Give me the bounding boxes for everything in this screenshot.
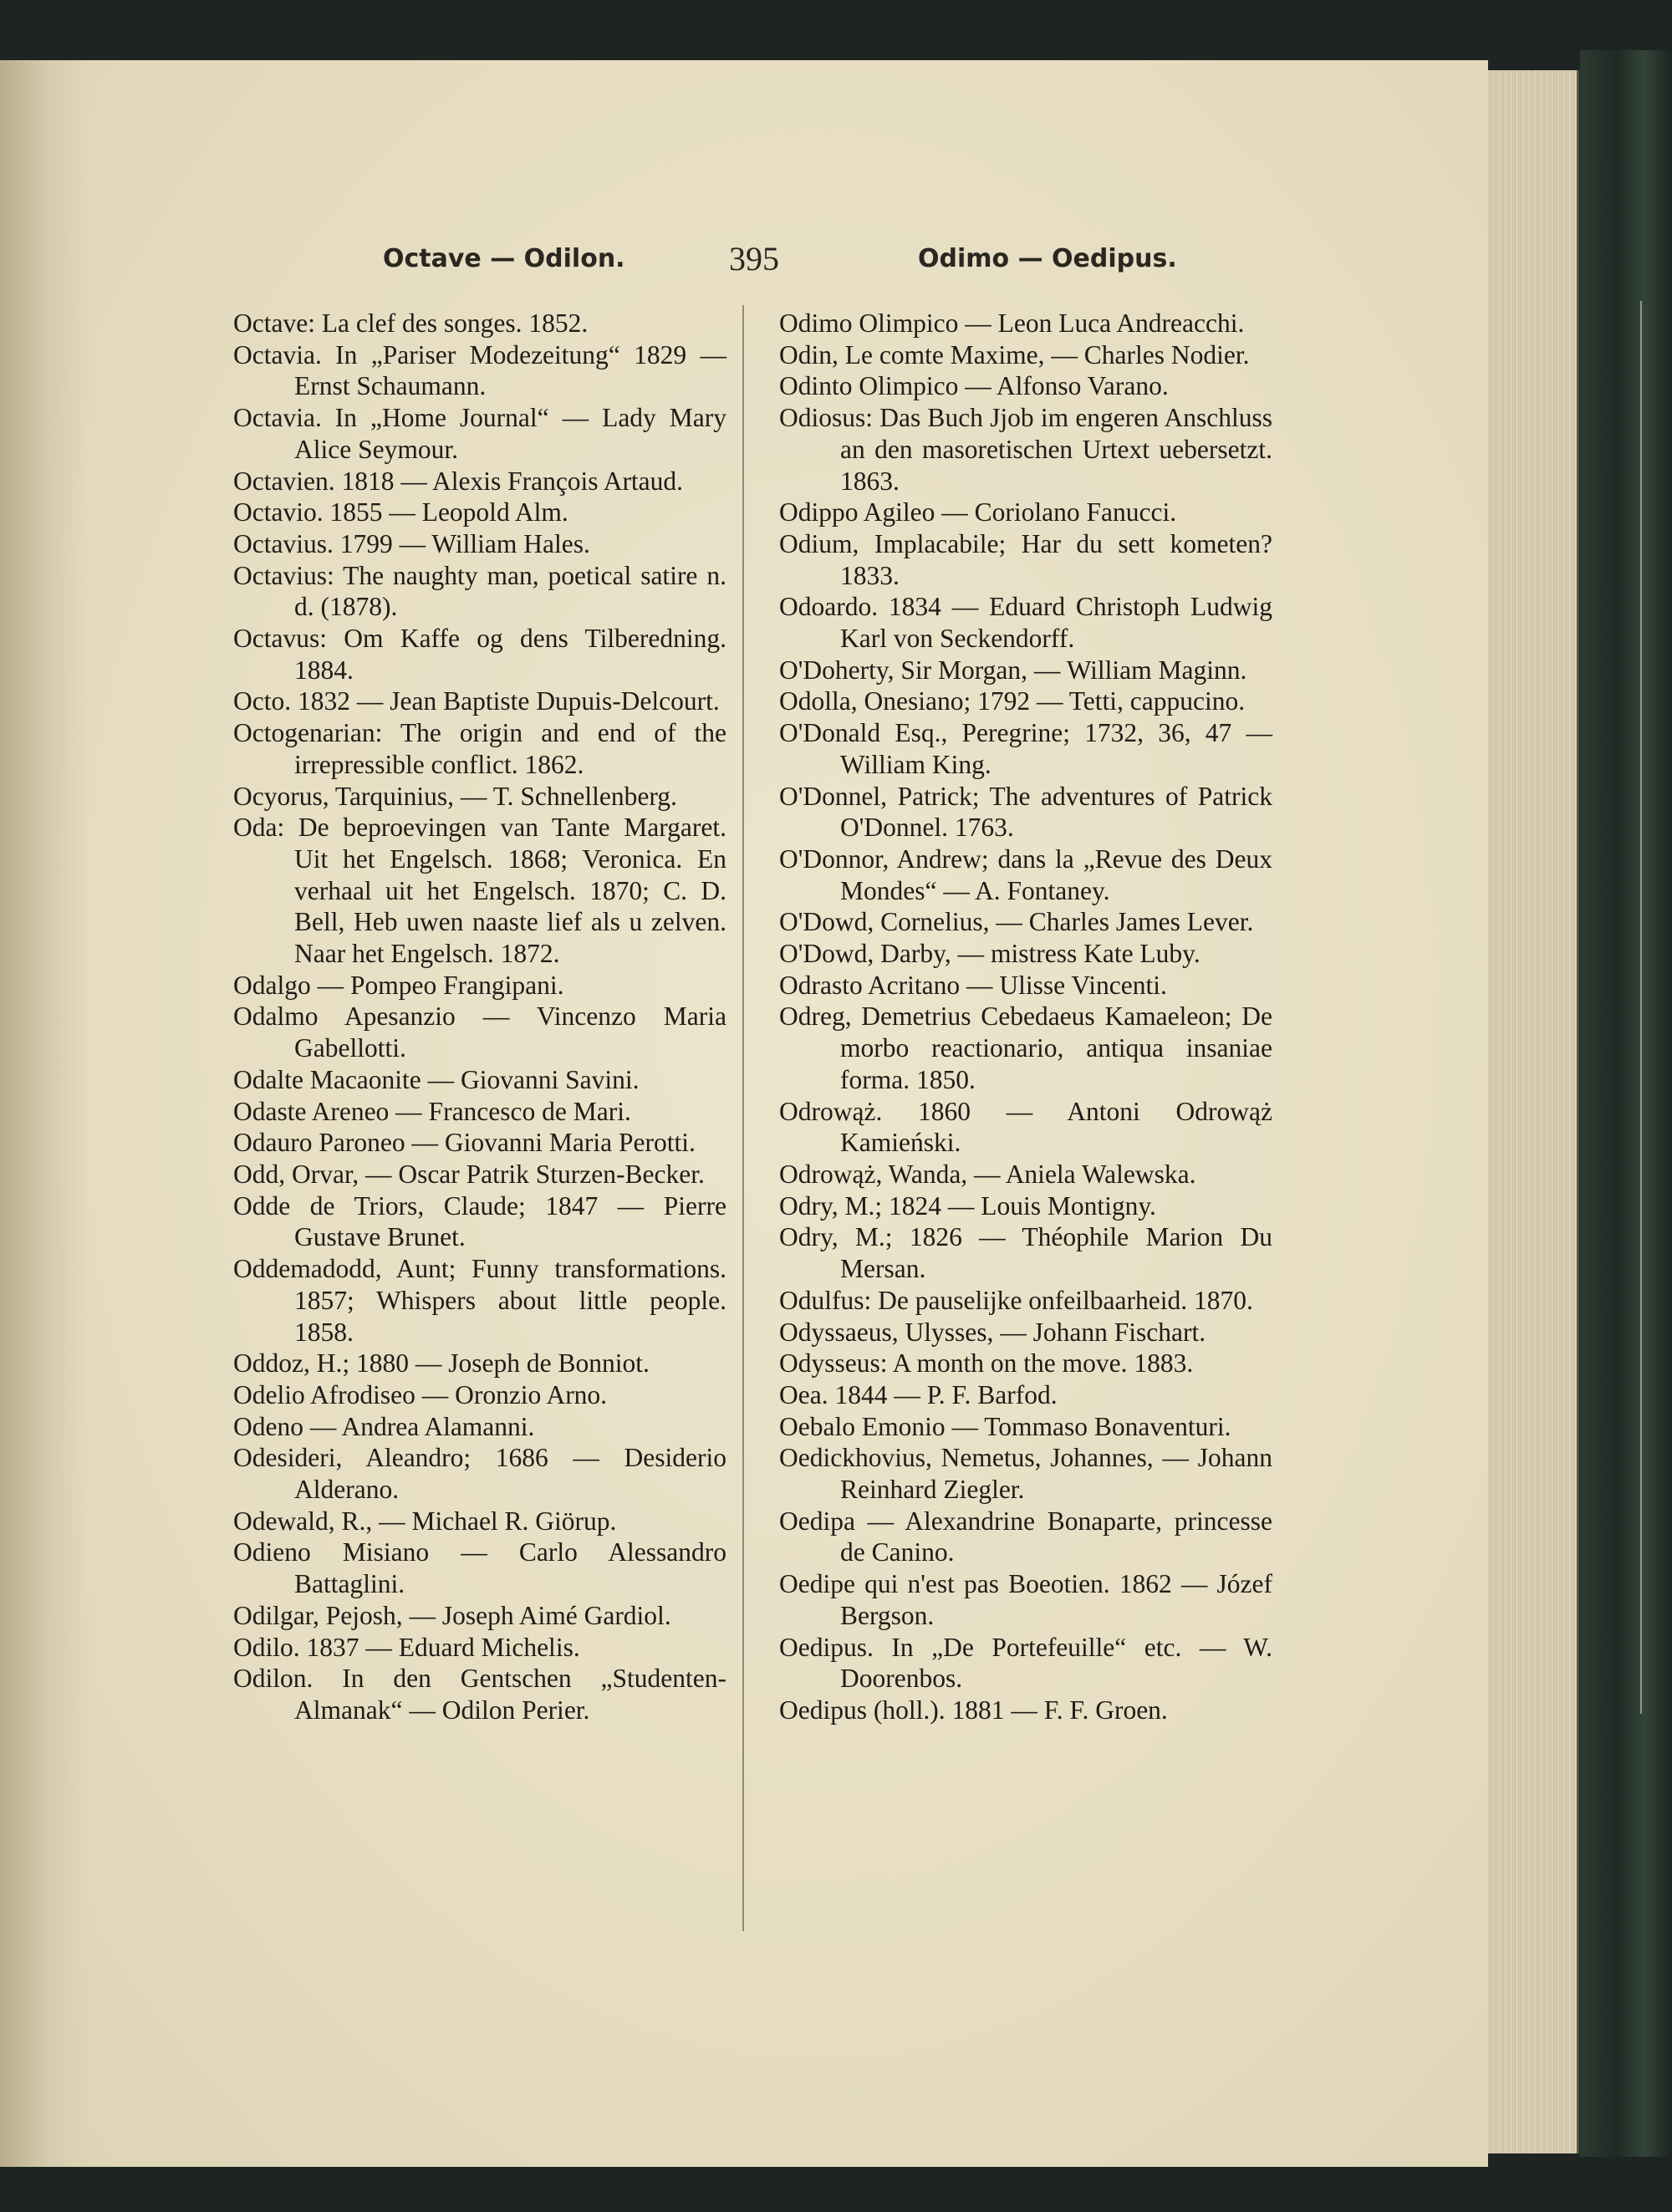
index-entry: Odin, Le comte Maxime, — Charles Nodier. (779, 339, 1250, 370)
left-column (233, 308, 726, 1726)
index-entry: O'Dowd, Darby, — mistress Kate Luby. (779, 939, 1200, 969)
index-entry: Odauro Paroneo — Giovanni Maria Perotti. (233, 1128, 696, 1158)
right-column (779, 308, 1272, 1726)
index-entry: Octavien. 1818 — Alexis François Artaud. (233, 466, 684, 496)
index-entry: Oedipa — Alexandrine Bonaparte, princesse de Canino. (779, 1506, 1272, 1567)
book-cover (1580, 50, 1672, 2157)
index-entry: Octogenarian: The origin and end of the irrepressible conflict. 1862. (233, 718, 726, 779)
index-entry: Oddemadodd, Aunt; Funny transformations. 1857; Whispers about little people. 1858. (233, 1254, 726, 1347)
index-entry: Odilon. In den Gentschen „Studenten-Almanak“ — Odilon Perier. (233, 1664, 726, 1725)
index-entry: Odd, Orvar, — Oscar Patrik Sturzen-Becker. (233, 1159, 705, 1189)
page-number: 395 (729, 240, 779, 278)
index-entry: Odaste Areneo — Francesco de Mari. (233, 1096, 631, 1126)
index-entry: Odium, Implacabile; Har du sett kometen? 1833. (779, 528, 1272, 590)
index-entry: Octavia. In „Pariser Modezeitung“ 1829 — Ernst Schaumann. (233, 339, 726, 401)
index-entry: Octavius. 1799 — William Hales. (233, 528, 590, 558)
index-entry: Odewald, R., — Michael R. Giörup. (233, 1506, 617, 1536)
index-entry: Odilo. 1837 — Eduard Michelis. (233, 1632, 580, 1662)
index-entry: Ocyorus, Tarquinius, — T. Schnellenberg. (233, 781, 677, 811)
index-entry: Odippo Agileo — Coriolano Fanucci. (779, 497, 1177, 528)
page-gutter-shadow (0, 60, 92, 2167)
index-entry: Oedipe qui n'est pas Boeotien. 1862 — Józef Bergson. (779, 1569, 1272, 1630)
index-entry: Odde de Triors, Claude; 1847 — Pierre Gustave Brunet. (233, 1190, 726, 1252)
index-entry: Octavia. In „Home Journal“ — Lady Mary Alice Seymour. (233, 403, 726, 464)
index-entry: Oddoz, H.; 1880 — Joseph de Bonniot. (233, 1348, 650, 1379)
index-entry: Odeno — Andrea Alamanni. (233, 1411, 535, 1441)
index-entry: Octavus: Om Kaffe og dens Tilberedning. 1884. (233, 624, 726, 685)
index-entry: Odry, M.; 1824 — Louis Montigny. (779, 1190, 1156, 1221)
index-entry: Odyssaeus, Ulysses, — Johann Fischart. (779, 1317, 1206, 1347)
index-entry: Oedickhovius, Nemetus, Johannes, — Johann Reinhard Ziegler. (779, 1443, 1272, 1505)
index-entry: Odieno Misiano — Carlo Alessandro Battaglini. (233, 1537, 726, 1599)
index-entry: O'Dowd, Cornelius, — Charles James Lever. (779, 907, 1254, 937)
index-entry: Odulfus: De pauselijke onfeilbaarheid. 1870. (779, 1285, 1253, 1315)
index-entry: Odysseus: A month on the move. 1883. (779, 1348, 1194, 1379)
index-entry: Odimo Olimpico — Leon Luca Andreacchi. (779, 308, 1245, 338)
column-divider (742, 305, 744, 1931)
index-entry: Odalmo Apesanzio — Vincenzo Maria Gabellotti. (233, 1002, 726, 1063)
index-entry: Oedipus (holl.). 1881 — F. F. Groen. (779, 1695, 1168, 1725)
index-entry: Octavio. 1855 — Leopold Alm. (233, 497, 568, 528)
index-entry: Octo. 1832 — Jean Baptiste Dupuis-Delcourt. (233, 686, 720, 716)
index-entry: Oebalo Emonio — Tommaso Bonaventuri. (779, 1411, 1231, 1441)
index-entry: Odoardo. 1834 — Eduard Christoph Ludwig Karl von Seckendorff. (779, 592, 1272, 654)
index-entry: O'Donnel, Patrick; The adventures of Patrick O'Donnel. 1763. (779, 781, 1272, 843)
index-entry: Odalgo — Pompeo Frangipani. (233, 970, 564, 1000)
index-entry: Odilgar, Pejosh, — Joseph Aimé Gardiol. (233, 1600, 671, 1630)
index-entry: Odiosus: Das Buch Jjob im engeren Anschluss an den masoretischen Urtext uebersetzt. 1863. (779, 403, 1272, 496)
index-entry: O'Donnor, Andrew; dans la „Revue des Deux Mondes“ — A. Fontaney. (779, 844, 1272, 905)
index-entry: Oda: De beproevingen van Tante Margaret. Uit het Engelsch. 1868; Veronica. En verhaal uit het Engelsch. 1870; C. D. Bell, Heb uwen naaste lief als u zelven. Naar het Engelsch. 1872. (233, 813, 726, 969)
index-entry: Odesideri, Aleandro; 1686 — Desiderio Alderano. (233, 1443, 726, 1505)
index-entry: Odolla, Onesiano; 1792 — Tetti, cappucino. (779, 686, 1246, 716)
index-entry: Odelio Afrodiseo — Oronzio Arno. (233, 1379, 608, 1409)
index-entry: Oedipus. In „De Portefeuille“ etc. — W. Doorenbos. (779, 1632, 1272, 1694)
index-entry: Odreg, Demetrius Cebedaeus Kamaeleon; De morbo reactionario, antiqua insaniae forma. 1850. (779, 1002, 1272, 1094)
index-entry: Oea. 1844 — P. F. Barfod. (779, 1379, 1058, 1409)
page-edge-mark (1640, 301, 1645, 1714)
index-entry: Odrowąż. 1860 — Antoni Odrowąż Kamieński. (779, 1096, 1272, 1158)
index-entry: Octavius: The naughty man, poetical satire n. d. (1878). (233, 560, 726, 622)
running-head-right: Odimo — Oedipus. (918, 244, 1177, 273)
index-entry: O'Doherty, Sir Morgan, — William Maginn. (779, 655, 1247, 685)
index-entry: Odrowąż, Wanda, — Aniela Walewska. (779, 1159, 1196, 1189)
index-entry: Odinto Olimpico — Alfonso Varano. (779, 371, 1169, 401)
running-head-left: Octave — Odilon. (383, 244, 625, 273)
index-entry: Odry, M.; 1826 — Théophile Marion Du Mersan. (779, 1222, 1272, 1284)
index-entry: O'Donald Esq., Peregrine; 1732, 36, 47 — William King. (779, 718, 1272, 779)
page-edges (1478, 70, 1579, 2153)
index-entry: Octave: La clef des songes. 1852. (233, 308, 589, 338)
index-entry: Odrasto Acritano — Ulisse Vincenti. (779, 970, 1167, 1000)
index-entry: Odalte Macaonite — Giovanni Savini. (233, 1064, 640, 1094)
